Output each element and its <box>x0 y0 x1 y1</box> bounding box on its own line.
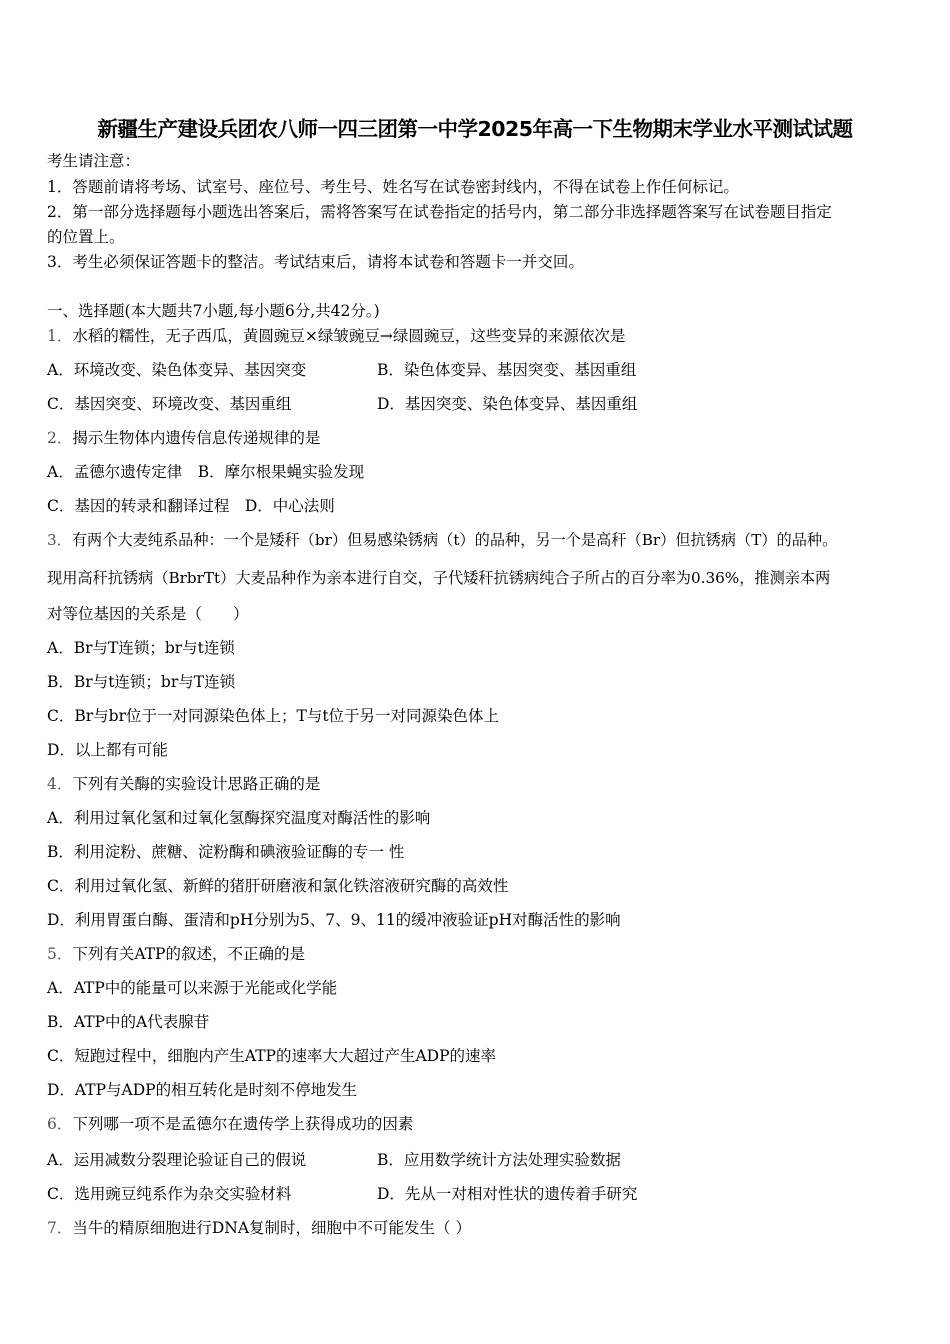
question-stem: 当牛的精原细胞进行DNA复制时，细胞中不可能发生（ ） <box>72 1219 471 1237</box>
option-b: B．利用淀粉、蔗糖、淀粉酶和碘液验证酶的专一 性 <box>47 843 405 861</box>
question-number: 2． <box>47 429 73 447</box>
option-d: D．先从一对相对性状的遗传着手研究 <box>377 1185 638 1203</box>
option-b: B．应用数学统计方法处理实验数据 <box>377 1151 621 1169</box>
option-b: B．ATP中的A代表腺苷 <box>47 1013 210 1031</box>
question-stem: 水稻的糯性，无子西瓜，黄圆豌豆×绿皱豌豆→绿圆豌豆，这些变异的来源依次是 <box>72 327 626 345</box>
question-2 <box>47 428 320 448</box>
notice-item: 3．考生必须保证答题卡的整洁。考试结束后，请将本试卷和答题卡一并交回。 <box>47 253 584 271</box>
question-stem-line: 对等位基因的关系是（ ） <box>47 605 249 623</box>
question-1-options-cd <box>47 394 907 414</box>
option-b: B．染色体变异、基因突变、基因重组 <box>377 361 637 379</box>
question-stem: 有两个大麦纯系品种：一个是矮秆（br）但易感染锈病（t）的品种，另一个是高秆（Br）但抗锈病（T）的品种。 <box>71 531 838 549</box>
option-a: A．利用过氧化氢和过氧化氢酶探究温度对酶活性的影响 <box>47 809 431 827</box>
question-number: 7． <box>47 1219 73 1237</box>
question-stem: 下列哪一项不是孟德尔在遗传学上获得成功的因素 <box>72 1115 414 1133</box>
question-5 <box>47 944 305 964</box>
notice-heading: 考生请注意： <box>47 152 141 170</box>
question-1-options-ab <box>47 360 907 380</box>
option-a: A．ATP中的能量可以来源于光能或化学能 <box>47 979 338 997</box>
question-stem-line: 现用高秆抗锈病（BrbrTt）大麦品种作为亲本进行自交，子代矮秆抗锈病纯合子所占的百分率为0.36%，推测亲本两 <box>47 569 831 587</box>
question-stem: 揭示生物体内遗传信息传递规律的是 <box>72 429 321 447</box>
question-4 <box>47 774 320 794</box>
question-number: 4． <box>47 775 73 793</box>
option-c: C．Br与br位于一对同源染色体上；T与t位于另一对同源染色体上 <box>47 707 500 725</box>
notice-item: 的位置上。 <box>47 228 125 246</box>
question-stem: 下列有关ATP的叙述，不正确的是 <box>72 945 305 963</box>
option-d: D．以上都有可能 <box>47 741 168 759</box>
option-b: B．Br与t连锁；br与T连锁 <box>47 673 236 691</box>
question-3 <box>47 530 837 550</box>
question-number: 3． <box>47 531 72 549</box>
option-c: C．利用过氧化氢、新鲜的猪肝研磨液和氯化铁溶液研究酶的高效性 <box>47 877 509 895</box>
question-6-options-ab <box>47 1150 907 1170</box>
option-cd: C．基因的转录和翻译过程 D．中心法则 <box>47 497 335 515</box>
option-a: A．运用减数分裂理论验证自己的假说 <box>47 1151 307 1169</box>
question-6 <box>47 1114 413 1134</box>
question-1 <box>47 326 625 346</box>
option-c: C．选用豌豆纯系作为杂交实验材料 <box>47 1185 292 1203</box>
notice-item: 1．答题前请将考场、试室号、座位号、考生号、姓名写在试卷密封线内，不得在试卷上作任何标记。 <box>47 178 739 196</box>
option-ab: A．孟德尔遗传定律 B．摩尔根果蝇实验发现 <box>47 463 365 481</box>
option-d: D．利用胃蛋白酶、蛋清和pH分别为5、7、9、11的缓冲液验证pH对酶活性的影响 <box>47 911 621 929</box>
question-stem: 下列有关酶的实验设计思路正确的是 <box>72 775 321 793</box>
question-6-options-cd <box>47 1184 907 1204</box>
question-number: 5． <box>47 945 73 963</box>
question-7 <box>47 1218 471 1238</box>
option-a: A．环境改变、染色体变异、基因突变 <box>47 361 307 379</box>
question-number: 6． <box>47 1115 73 1133</box>
notice-item: 2．第一部分选择题每小题选出答案后，需将答案写在试卷指定的括号内，第二部分非选择题答案写在试卷题目指定 <box>47 203 832 221</box>
option-c: C．短跑过程中，细胞内产生ATP的速率大大超过产生ADP的速率 <box>47 1047 497 1065</box>
option-a: A．Br与T连锁；br与t连锁 <box>47 639 235 657</box>
question-number: 1． <box>47 327 73 345</box>
page-title: 新疆生产建设兵团农八师一四三团第一中学2025年高一下生物期末学业水平测试试题 <box>97 117 853 141</box>
section-heading: 一、选择题(本大题共7小题,每小题6分,共42分。) <box>47 302 380 320</box>
option-c: C．基因突变、环境改变、基因重组 <box>47 395 292 413</box>
option-d: D．基因突变、染色体变异、基因重组 <box>377 395 638 413</box>
option-d: D．ATP与ADP的相互转化是时刻不停地发生 <box>47 1081 358 1099</box>
